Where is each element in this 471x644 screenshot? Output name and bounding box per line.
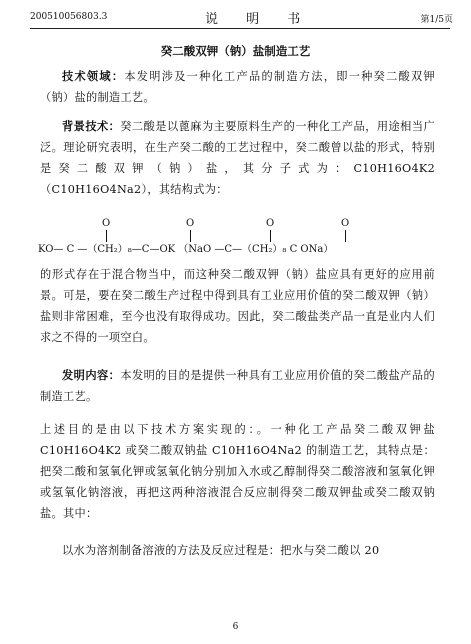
paragraph-text: 癸二酸是以蓖麻为主要原料生产的一种化工产品，用途相当广泛。理论研究表明，在生产癸二酸的工艺过程中，癸二酸曾以盐的形式，特别是癸二酸双钾（钠）盐，其分子式为：C10H16O4K2（C10H16O4Na2），其结构式为： — [40, 120, 435, 196]
paragraph-text: 本发明的目的是提供一种具有工业应用价值的癸二酸盐产品的制造工艺。 — [40, 369, 435, 403]
paragraph-technical-solution: 上述目的是由以下技术方案实现的：。一种化工产品癸二酸双钾盐C10H16O4K2 或癸二酸双钠盐 C10H16O4Na2 的制造工艺，其特点是：把癸二酸和氢氧化钾或氢氧化钠分别加入水或乙醇制得癸二酸溶液和氢氧化钾或氢氧化钠溶液，再把这两种溶液混合反应制得癸二酸双钾盐或癸二酸双钠盐。其中： — [40, 423, 435, 520]
section-label: 背景技术： — [62, 119, 121, 133]
paragraph-text: 本发明涉及一种化工产品的制造方法，即一种癸二酸双钾（钠）盐的制造工艺。 — [40, 70, 435, 104]
section-label: 技术领域： — [62, 69, 125, 83]
paragraph-background-cont: 的形式存在于混合物当中，而这种癸二酸双钾（钠）盐应具有更好的应用前景。可是，要在癸二酸生产过程中得到具有工业应用价值的癸二酸双钾（钠）盐则非常困难，至今也没有取得成功。因此，癸二酸盐类产品一直是业内人们求之不得的一项空白。 — [40, 268, 435, 344]
formula-oxygen: O — [266, 218, 275, 229]
document-number: 200510056803.3 — [30, 12, 108, 22]
page-header-title: 说 明 书 — [205, 12, 313, 27]
paragraph-invention-content — [40, 365, 435, 407]
footer-page-number: 6 — [232, 622, 239, 632]
formula-chain: KO— C —（CH₂）₈—C—OK （NaO —C—（CH₂）₈ C ONa） — [38, 244, 334, 255]
document-title: 癸二酸双钾（钠）盐制造工艺 — [160, 44, 311, 58]
section-label: 发明内容： — [62, 368, 121, 382]
paragraph-method: 以水为溶剂制备溶液的方法及反应过程是：把水与癸二酸以 20 — [62, 544, 380, 557]
paragraph-technical-field — [40, 66, 435, 108]
paragraph-background — [40, 116, 435, 200]
header-rule — [30, 28, 450, 29]
page-indicator: 第1/5页 — [420, 15, 453, 25]
formula-oxygen: O — [102, 218, 111, 229]
formula-oxygen: O — [186, 218, 195, 229]
formula-double-bond — [345, 230, 346, 242]
formula-oxygen: O — [341, 218, 350, 229]
